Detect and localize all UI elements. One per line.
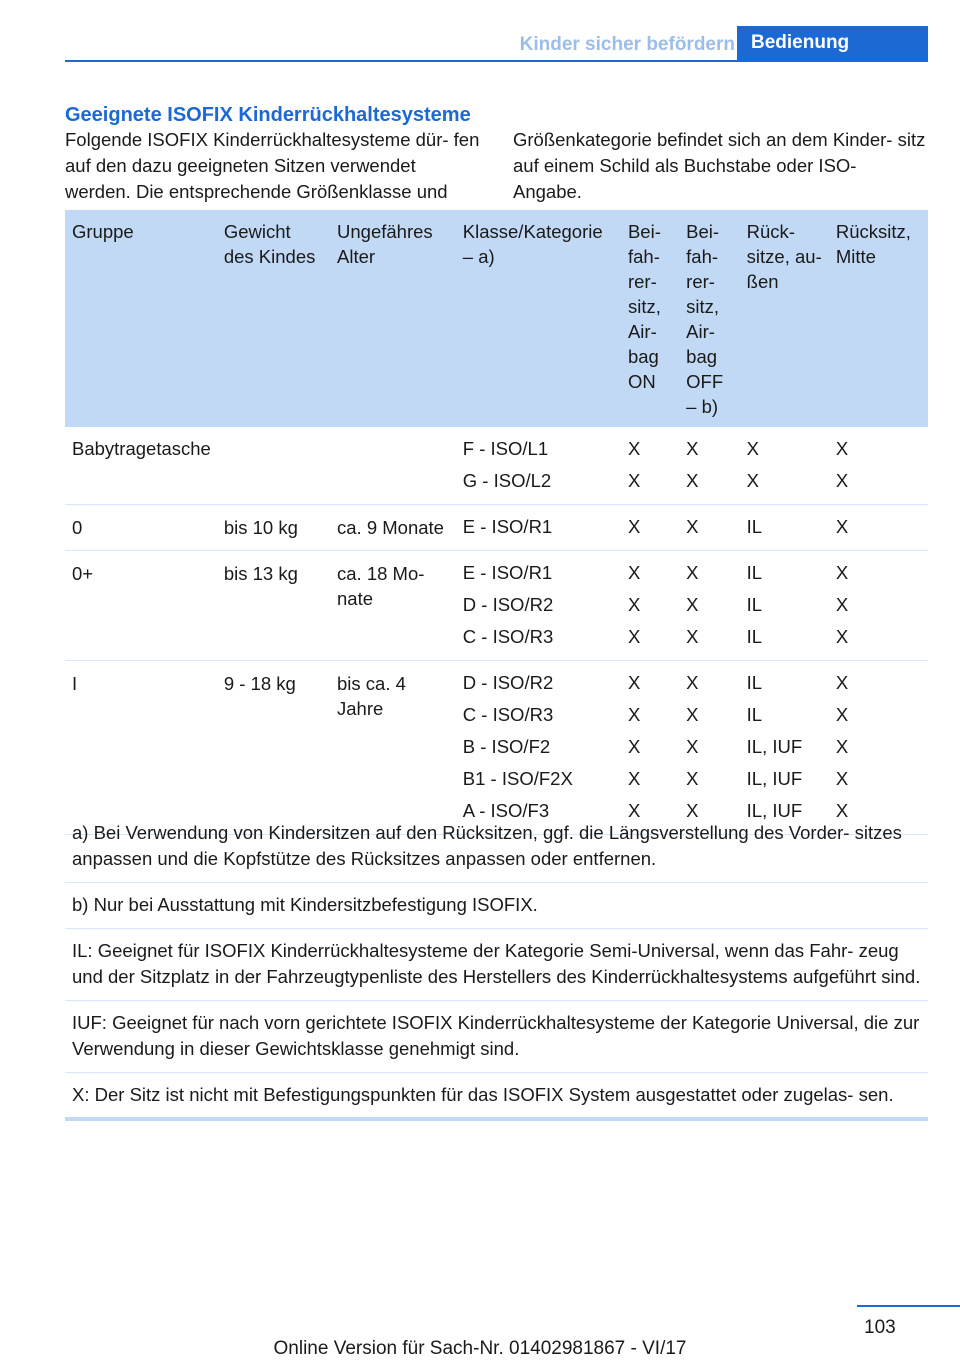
cell-rear-middle-line: X (835, 626, 849, 647)
cell-rear-outer-line: IL, IUF (746, 736, 803, 757)
cell-airbag-on-line: X (627, 594, 641, 615)
cell-airbag-on-line: X (627, 626, 641, 647)
cell-airbag-off-line: X (686, 768, 699, 789)
cell-group (65, 505, 217, 551)
footnote: b) Nur bei Ausstattung mit Kindersitzbefestigung ISOFIX. (65, 883, 928, 929)
header-cell-rear-middle: Rücksitz, Mitte (829, 210, 928, 427)
cell-airbag-off-line: X (686, 594, 699, 615)
cell-airbag-off-line: X (686, 438, 699, 459)
cell-rear-middle (829, 505, 928, 551)
cell-weight (217, 427, 330, 505)
header-rule (65, 60, 928, 62)
cell-class-line: D - ISO/R2 (462, 672, 554, 693)
header-cell-rear-outer: Rücksitze, außen (740, 210, 829, 427)
cell-airbag-off-line: X (686, 562, 699, 583)
cell-airbag-off-line: X (686, 470, 699, 491)
cell-class (456, 505, 621, 551)
cell-weight-text (224, 433, 324, 437)
cell-airbag-off-line: X (686, 516, 699, 537)
cell-age (330, 551, 456, 661)
cell-class-line: E - ISO/R1 (462, 562, 553, 583)
header-section-label: Kinder sicher befördern (519, 34, 735, 55)
cell-age-text (337, 433, 450, 437)
cell-rear-middle-line: X (835, 768, 849, 789)
cell-airbag-off-line: X (686, 736, 699, 757)
cell-airbag-on-line: X (627, 672, 641, 693)
cell-airbag-on-line: X (627, 562, 641, 583)
cell-group-text: 0 (72, 517, 83, 538)
section-title: Geeignete ISOFIX Kinderrückhaltesysteme (65, 104, 471, 126)
cell-class-line: D - ISO/R2 (462, 594, 554, 615)
cell-class-line: C - ISO/R3 (462, 704, 554, 725)
cell-airbag-on-line: X (627, 736, 641, 757)
cell-class-line: F - ISO/L1 (462, 438, 549, 459)
cell-rear-middle-line: X (835, 672, 849, 693)
cell-airbag-on-line: X (627, 704, 641, 725)
cell-airbag-on-line: X (627, 516, 641, 537)
cell-weight (217, 505, 330, 551)
header-cell-group: Gruppe (65, 210, 217, 427)
cell-airbag-off (679, 505, 739, 551)
cell-airbag-off-line: X (686, 800, 699, 821)
cell-airbag-off (679, 661, 739, 835)
cell-airbag-on-line: X (627, 768, 641, 789)
cell-airbag-on (621, 551, 679, 661)
isofix-table (65, 210, 928, 835)
intro-column-2: Größenkategorie befindet sich an dem Kinder‐ sitz auf einem Schild als Buchstabe oder ISO- Angabe. (513, 129, 926, 202)
cell-age (330, 661, 456, 835)
cell-rear-outer-line: IL (746, 626, 763, 647)
cell-rear-middle-line: X (835, 516, 849, 537)
footnote: IL: Geeignet für ISOFIX Kinderrückhaltesysteme der Kategorie Semi-Universal, wenn das Fahr‐ zeug und der Sitzplatz in der Fahrzeugtypenliste des Herstellers des Kinderrückhaltesystems aufgeführt sind. (65, 929, 928, 1001)
cell-rear-outer-line: IL, IUF (746, 768, 803, 789)
cell-rear-middle-line: X (835, 736, 849, 757)
header-cell-airbag-on: Beifahrersitz, Airbag ON (621, 210, 679, 427)
cell-rear-middle-line: X (835, 438, 849, 459)
cell-age (330, 427, 456, 505)
cell-class-line: E - ISO/R1 (462, 516, 553, 537)
cell-rear-middle-line: X (835, 594, 849, 615)
table-row (65, 427, 928, 505)
header-cell-age: Ungefähres Alter (330, 210, 456, 427)
cell-airbag-off (679, 427, 739, 505)
cell-class-line: C - ISO/R3 (462, 626, 554, 647)
cell-age-text: ca. 9 Monate (337, 517, 444, 538)
footnote: a) Bei Verwendung von Kindersitzen auf den Rücksitzen, ggf. die Längsverstellung des Vorder‐ sitzes anpassen und die Kopfstütze des Rücksitzes anpassen oder entfernen. (65, 811, 928, 883)
header-cell-weight: Gewicht des Kindes (217, 210, 330, 427)
cell-rear-outer-line: IL (746, 562, 763, 583)
cell-rear-middle-line: X (835, 470, 849, 491)
cell-group-text: I (72, 673, 78, 694)
cell-rear-middle-line: X (835, 562, 849, 583)
cell-rear-outer-line: IL (746, 672, 763, 693)
cell-group (65, 661, 217, 835)
cell-group-text: 0+ (72, 563, 94, 584)
online-version-note: Online Version für Sach-Nr. 01402981867 - VI/17 (273, 1338, 687, 1359)
cell-group (65, 551, 217, 661)
footer-rule (857, 1305, 960, 1307)
cell-rear-outer-line: IL (746, 594, 763, 615)
intro-column-1: Folgende ISOFIX Kinderrückhaltesysteme dür‐ fen auf den dazu geeigneten Sitzen verwendet werden. Die entsprechende Größenklasse und (65, 129, 480, 202)
cell-airbag-on-line: X (627, 800, 641, 821)
cell-weight-text: 9 - 18 kg (223, 673, 296, 694)
table-row (65, 661, 928, 835)
cell-rear-middle (829, 661, 928, 835)
cell-rear-outer (740, 427, 829, 505)
cell-rear-middle (829, 427, 928, 505)
footnote: IUF: Geeignet für nach vorn gerichtete ISOFIX Kinderrückhaltesysteme der Kategorie Universal, die zur Verwendung in dieser Gewichtsklasse genehmigt sind. (65, 1001, 928, 1073)
cell-class-line: B1 - ISO/F2X (462, 768, 573, 789)
cell-class-line: B - ISO/F2 (462, 736, 551, 757)
cell-airbag-on (621, 427, 679, 505)
header-cell-class: Klasse/Kategorie – a) (456, 210, 621, 427)
cell-airbag-off (679, 551, 739, 661)
footnote: X: Der Sitz ist nicht mit Befestigungspunkten für das ISOFIX System ausgestattet oder zugelas‐ sen. (65, 1073, 928, 1121)
cell-class-line: A - ISO/F3 (462, 800, 550, 821)
table-row (65, 505, 928, 551)
cell-airbag-off-line: X (686, 672, 699, 693)
cell-airbag-off-line: X (686, 704, 699, 725)
cell-class (456, 661, 621, 835)
table-header-row (65, 210, 928, 427)
cell-group (65, 427, 217, 505)
cell-rear-middle-line: X (835, 704, 849, 725)
cell-weight (217, 661, 330, 835)
footnotes (65, 811, 928, 1121)
header-cell-airbag-off: Beifahrersitz, Airbag OFF – b) (679, 210, 739, 427)
cell-age (330, 505, 456, 551)
cell-rear-outer-line: X (746, 470, 759, 491)
cell-airbag-on-line: X (627, 470, 641, 491)
cell-class-line: G - ISO/L2 (462, 470, 552, 491)
cell-class (456, 551, 621, 661)
table-row (65, 551, 928, 661)
cell-class (456, 427, 621, 505)
cell-rear-middle-line: X (835, 800, 849, 821)
cell-rear-outer-line: X (746, 438, 759, 459)
cell-airbag-on (621, 661, 679, 835)
cell-airbag-on (621, 505, 679, 551)
cell-airbag-on-line: X (627, 438, 641, 459)
cell-group-text: Babytragetasche (72, 438, 211, 459)
cell-rear-outer-line: IL, IUF (746, 800, 803, 821)
cell-weight-text: bis 10 kg (223, 517, 298, 538)
header-chapter-tab: Bedienung (737, 26, 928, 60)
cell-weight (217, 551, 330, 661)
cell-age-text: ca. 18 Monate (337, 563, 425, 609)
cell-weight-text: bis 13 kg (223, 563, 298, 584)
cell-rear-outer (740, 661, 829, 835)
cell-rear-middle (829, 551, 928, 661)
cell-age-text: bis ca. 4 Jahre (337, 673, 406, 719)
cell-airbag-off-line: X (686, 626, 699, 647)
cell-rear-outer-line: IL (746, 704, 763, 725)
cell-rear-outer (740, 551, 829, 661)
cell-rear-outer-line: IL (746, 516, 763, 537)
cell-rear-outer (740, 505, 829, 551)
page-number: 103 (864, 1317, 896, 1338)
